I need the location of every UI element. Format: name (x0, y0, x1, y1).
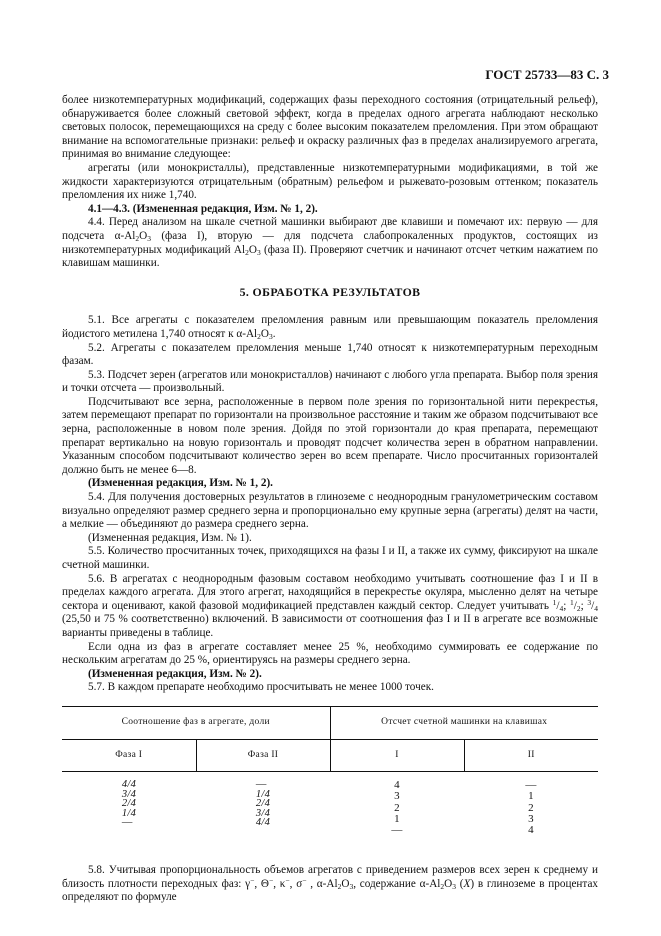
paragraph: Если одна из фаз в агрегате составляет менее 25 %, необходимо суммировать ее содержание по нескольким агрегатам до 25 %, ориентируясь на размеры среднего зерна. (62, 640, 598, 667)
table-cell-value: 2/4 (255, 798, 271, 810)
paragraph-5-2: 5.2. Агрегаты с показателем преломления меньше 1,740 относят к низкотемпературным переходным фазам. (62, 341, 598, 368)
table-row (62, 772, 598, 841)
table-cell-value: 1 (528, 790, 534, 803)
table-cell-value: 4/4 (255, 817, 271, 829)
phase2-cell (196, 772, 330, 841)
table-cell-value: 3 (528, 812, 534, 825)
table-cell-value: 4 (394, 779, 400, 792)
paragraph: Подсчитывают все зерна, расположенные в первом поле зрения по горизонтальной нити перекрестья, затем перемещают препарат по горизонтали на произвольное расстояние и таким же образом подсчитывают все зерна, расположенные в новом поле зрения. Дойдя по этой горизонтали до края препарата, перемещают препарат вертикально на новую горизонталь и проводят подсчет количества зерен в обратном направлении. Указанным способом подсчитывают количество зерен во всем препарате. Число просчитанных горизонталей должно быть не менее 6—8. (62, 395, 598, 476)
table-cell-value: — (391, 823, 403, 836)
paragraph-5-3: 5.3. Подсчет зерен (агрегатов или монокристаллов) начинают с любого угла препарата. Выбор поля зрения и точки отсчета — произвольный. (62, 368, 598, 395)
paragraph: агрегаты (или монокристаллы), представленные низкотемпературными модификациями, в той же жидкости характеризуются отрицательным (обратным) рельефом и рыжевато-розовым оттенком; показатель преломления их ниже 1,740. (62, 161, 598, 202)
key2-cell (464, 772, 598, 841)
key1-cell (330, 772, 464, 841)
column-header-phase1: Фаза I (62, 739, 196, 772)
paragraph: более низкотемпературных модификаций, содержащих фазы переходного состояния (отрицательный рельеф), обнаруживается более сложный световой эффект, когда в пределах одного агрегата наблюдают несколько световых полосок, перемещающихся на среду с более высоким показателем преломления. При этом обращают внимание на вспомогательные признаки: рельеф и окраску различных фаз в пределах анализируемого агрегата, принимая во внимание следующее: (62, 94, 598, 161)
paragraph-5-4: 5.4. Для получения достоверных результатов в глиноземе с неоднородным гранулометрическим составом визуально определяют размер среднего зерна и пропорционально ему крупные зерна (агрегаты) делят на части, а мелкие — объединяют до размера среднего зерна. (62, 491, 598, 531)
amendment-note: (Измененная редакция, Изм. № 1, 2). (88, 477, 273, 490)
table-cell-value: 3/4 (121, 788, 137, 800)
table-cell-value: 3/4 (255, 807, 271, 819)
table-cell-value: 2/4 (121, 798, 137, 810)
table-cell-value: — (255, 779, 267, 791)
paragraph-5-6: 5.6. В агрегатах с неоднородным фазовым составом необходимо учитывать соотношение фаз I и II в пределах каждого агрегата. Для этого агрегат, находящийся в перекрестье окуляра, мысленно делят на четыре сектора и оценивают, какой фазовой модификацией представлен каждый сектор. Следует учитывать $^1/_4$; $^1/_2$; $^3/_4$ (25,50 и 75 % соответственно) включений. В зависимости от соотношения фаз I и II в агрегате все возможные варианты приведены в таблице. (62, 572, 599, 639)
phase1-cell (62, 772, 196, 841)
table-cell-value: — (121, 817, 133, 829)
table-header-left: Соотношение фаз в агрегате, доли (62, 706, 330, 739)
paragraph-5-8: 5.8. Учитывая пропорциональность объемов агрегатов с приведением размеров всех зерен к среднему и близость плотности переходных фаз: γ−, Θ−, κ−, σ− , $\alpha-Al_2O_3$, содержание $\alpha-Al_2O_3$ (X) в глиноземе в процентах определяют по формуле (62, 864, 599, 904)
table-cell-value: 3 (394, 790, 400, 803)
column-header-key2: II (464, 739, 598, 772)
table-cell-value: — (525, 779, 537, 792)
table-cell-value: 2 (528, 801, 534, 814)
table-cell-value: 4 (528, 823, 534, 836)
table-cell-value: 2 (394, 801, 400, 814)
page-header: ГОСТ 25733—83 С. 3 (485, 67, 609, 82)
amendment-note: (Измененная редакция, Изм. № 1). (88, 531, 252, 544)
column-header-phase2: Фаза II (196, 739, 330, 772)
paragraph-5-1: 5.1. Все агрегаты с показателем преломления равным или превышающим показатель преломления йодистого метилена 1,740 относят к $\alpha-Al_2O_3$. (62, 314, 598, 341)
amendment-note: (Измененная редакция, Изм. № 2). (88, 667, 262, 680)
paragraph-5-7: 5.7. В каждом препарате необходимо просчитывать не менее 1000 точек. (88, 681, 434, 694)
section-title: 5. ОБРАБОТКА РЕЗУЛЬТАТОВ (239, 284, 421, 299)
column-header-key1: I (330, 739, 464, 772)
table-cell-value: 1/4 (121, 807, 137, 819)
table-header-right: Отсчет счетной машинки на клавишах (330, 706, 598, 739)
paragraph-4-4: 4.4. Перед анализом на шкале счетной машинки выбирают две клавиши и помечают их: первую — для подсчета $\alpha-Al_2O_3$ (фаза I), вторую — для подсчета слабопрокаленных продуктов, состоящих из низкотемпературных модификаций $Al_2O_3$ (фаза II). Проверяют счетчик и начинают отсчет четким нажатием по клавишам машинки. (62, 216, 598, 270)
paragraph-5-5: 5.5. Количество просчитанных точек, приходящихся на фазы I и II, а также их сумму, фиксируют на шкале счетной машинки. (62, 545, 598, 571)
table-cell-value: 1/4 (255, 788, 271, 800)
table-cell-value: 4/4 (121, 779, 137, 791)
document-body (62, 94, 598, 905)
phase-ratio-table (62, 706, 598, 840)
amendment-note: 4.1—4.3. (Измененная редакция, Изм. № 1, 2). (88, 202, 318, 215)
table-cell-value: 1 (394, 812, 400, 825)
